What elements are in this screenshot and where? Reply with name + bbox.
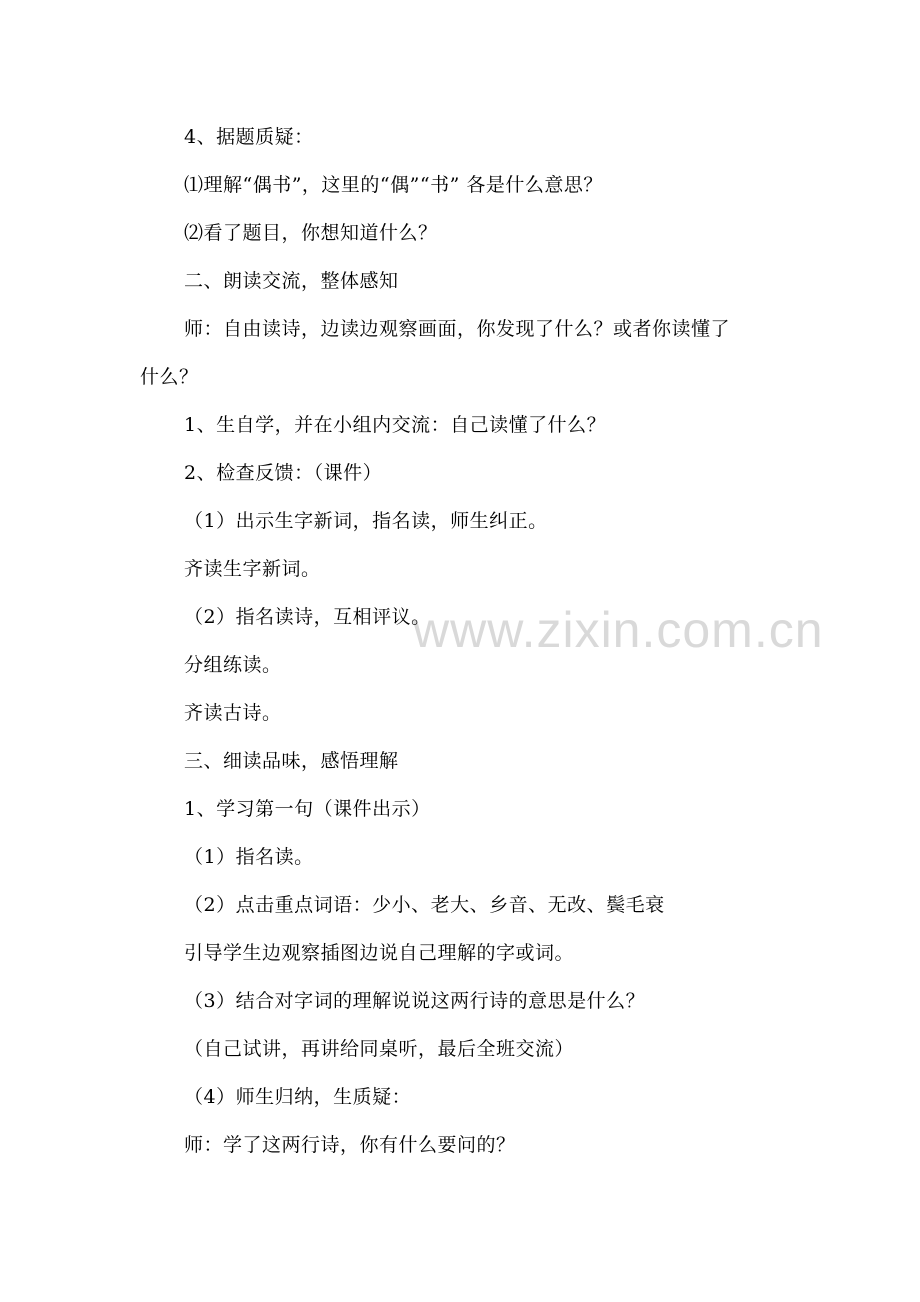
line-substep-1: （1）出示生字新词，指名读，师生纠正。: [184, 510, 548, 532]
line-read-words: 齐读生字新词。: [184, 558, 321, 580]
line-step-1: 1、生自学，并在小组内交流：自己读懂了什么？: [184, 414, 607, 436]
line-teacher-prompt: 师：自由读诗，边读边观察画面，你发现了什么？或者你读懂了: [184, 318, 731, 340]
watermark: www.zixin.com.cn: [413, 602, 824, 658]
line-teacher-question: 师：学了这两行诗，你有什么要问的？: [184, 1134, 516, 1156]
section-heading-2: 二、朗读交流，整体感知: [184, 270, 399, 292]
line-question-2: ⑵看了题目，你想知道什么？: [184, 222, 438, 244]
section-heading-3: 三、细读品味，感悟理解: [184, 750, 399, 772]
line-teacher-prompt-cont: 什么？: [140, 366, 199, 388]
line-question-heading: 4、据题质疑：: [184, 126, 314, 148]
line-read-poem: 齐读古诗。: [184, 702, 282, 724]
line-study-first: 1、学习第一句（课件出示）: [184, 798, 431, 820]
line-guide: 引导学生边观察插图边说自己理解的字或词。: [184, 942, 575, 964]
line-first-1: （1）指名读。: [184, 846, 314, 868]
line-group-read: 分组练读。: [184, 654, 282, 676]
line-substep-2: （2）指名读诗，互相评议。: [184, 606, 431, 628]
line-self-explain: （自己试讲，再讲给同桌听，最后全班交流）: [184, 1038, 575, 1060]
line-first-3: （3）结合对字词的理解说说这两行诗的意思是什么？: [184, 990, 646, 1012]
line-first-2: （2）点击重点词语：少小、老大、乡音、无改、鬓毛衰: [184, 894, 665, 916]
line-first-4: （4）师生归纳，生质疑：: [184, 1086, 412, 1108]
line-step-2: 2、检查反馈：（课件）: [184, 462, 383, 484]
line-question-1: ⑴理解“偶书”，这里的“偶”“书” 各是什么意思？: [184, 174, 603, 196]
